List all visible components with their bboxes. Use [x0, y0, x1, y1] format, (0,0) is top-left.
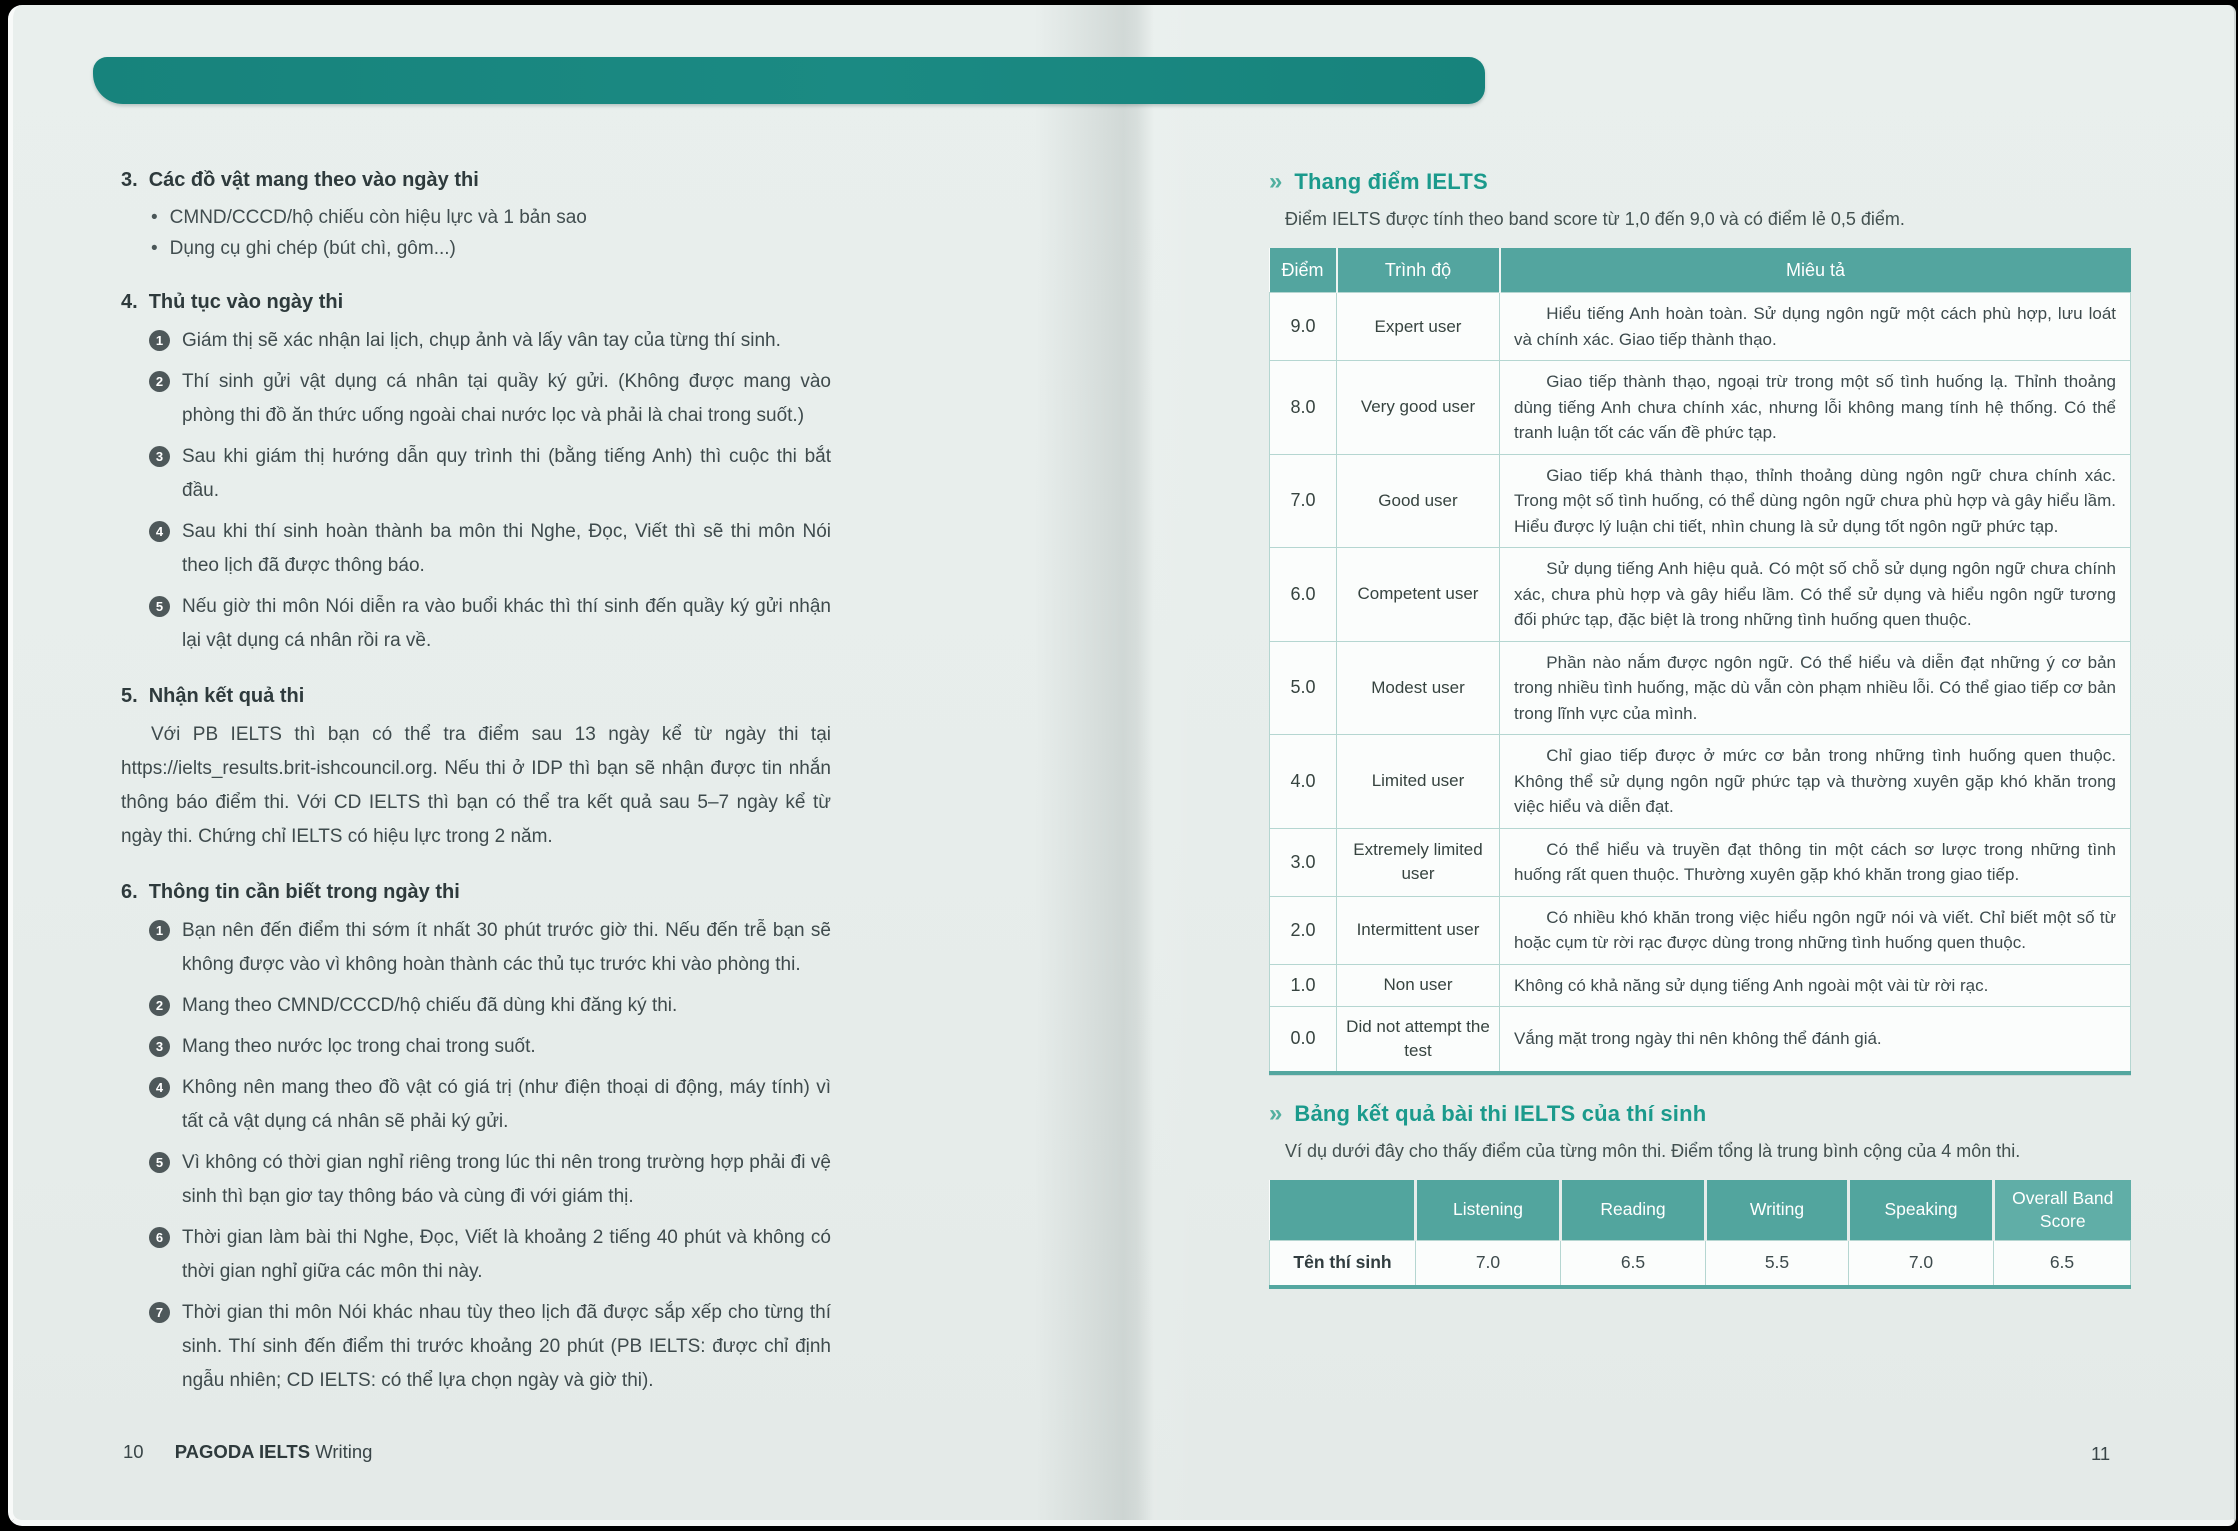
band-description: Chỉ giao tiếp được ở mức cơ bản trong những tình huống quen thuộc. Không thể sử dụng ngôn ngữ phức tạp và thường xuyên gặp khó khăn trong việc hiểu và diễn đạt. — [1500, 735, 2131, 829]
band-level: Non user — [1337, 964, 1500, 1007]
band-score: 3.0 — [1270, 828, 1337, 896]
book-subtitle: Writing — [315, 1441, 373, 1462]
list-item — [121, 1146, 831, 1214]
column-header-reading: Reading — [1561, 1180, 1706, 1241]
list-item-text: Mang theo CMND/CCCD/hộ chiếu đã dùng khi đăng ký thi. — [182, 995, 678, 1016]
list-item: • Dụng cụ ghi chép (bút chì, gôm...) — [121, 233, 831, 264]
results-heading — [1269, 1101, 2131, 1127]
column-header-listening: Listening — [1416, 1180, 1561, 1241]
table-row — [1270, 1007, 2131, 1073]
column-header-writing: Writing — [1706, 1180, 1849, 1241]
table-row — [1270, 641, 2131, 735]
circled-number: 7 — [149, 1302, 170, 1323]
list-item-text: Thời gian làm bài thi Nghe, Đọc, Viết là khoảng 2 tiếng 40 phút và không có thời gian nghỉ giữa các môn thi này. — [182, 1227, 831, 1282]
list-item-text: Bạn nên đến điểm thi sớm ít nhất 30 phút trước giờ thi. Nếu đến trễ bạn sẽ không được vào vì không hoàn thành các thủ tục trước khi vào phòng thi. — [182, 920, 831, 975]
score-speaking: 7.0 — [1849, 1240, 1994, 1287]
band-score-table — [1269, 248, 2131, 1075]
band-level: Did not attempt the test — [1337, 1007, 1500, 1073]
table-row — [1270, 454, 2131, 548]
score-writing: 5.5 — [1706, 1240, 1849, 1287]
band-scale-subtitle: Điểm IELTS được tính theo band score từ 1,0 đến 9,0 và có điểm lẻ 0,5 điểm. — [1285, 209, 1905, 229]
band-description: Vắng mặt trong ngày thi nên không thể đánh giá. — [1500, 1007, 2131, 1073]
book-title: PAGODA IELTS — [174, 1441, 311, 1462]
results-title: Bảng kết quả bài thi IELTS của thí sinh — [1294, 1100, 1707, 1126]
book-spread — [8, 5, 2236, 1526]
list-item-text: Giám thị sẽ xác nhận lai lịch, chụp ảnh và lấy vân tay của từng thí sinh. — [182, 330, 781, 351]
paragraph: Với PB IELTS thì bạn có thể tra điểm sau 13 ngày kể từ ngày thi tại https://ielts_results.brit-ishcouncil.org. Nếu thi ở IDP thì bạn sẽ nhận được tin nhắn thông báo điểm thi. Với CD IELTS thì bạn có thể tra kết quả sau 5–7 ngày kể từ ngày thi. Chứng chỉ IELTS có hiệu lực trong 2 năm. — [121, 724, 831, 847]
band-description: Có nhiều khó khăn trong việc hiểu ngôn ngữ nói và viết. Chỉ biết một số từ hoặc cụm từ rời rạc được dùng trong những tình huống quen thuộc. — [1500, 896, 2131, 964]
list-item — [121, 440, 831, 508]
section-3-heading — [121, 163, 831, 197]
list-item — [121, 1071, 831, 1139]
list-item-text: Vì không có thời gian nghỉ riêng trong lúc thi nên trong trường hợp phải đi vệ sinh thì bạn giơ tay thông báo và cùng đi với giám thị. — [182, 1152, 831, 1207]
section-4-number: 4. — [121, 291, 138, 313]
band-description: Không có khả năng sử dụng tiếng Anh ngoài một vài từ rời rạc. — [1500, 964, 2131, 1007]
band-score: 8.0 — [1270, 361, 1337, 455]
band-score: 9.0 — [1270, 293, 1337, 361]
section-5-number: 5. — [121, 685, 138, 707]
chevrons-icon: » — [1269, 168, 1283, 195]
table-row — [1270, 293, 2131, 361]
band-score: 6.0 — [1270, 548, 1337, 642]
results-table — [1269, 1180, 2131, 1289]
table-row — [1270, 548, 2131, 642]
section-6-body — [121, 914, 831, 1398]
circled-number: 4 — [149, 1077, 170, 1098]
column-header-overall: Overall Band Score — [1994, 1180, 2131, 1241]
table-row — [1270, 361, 2131, 455]
band-level: Expert user — [1337, 293, 1500, 361]
results-subtitle: Ví dụ dưới đây cho thấy điểm của từng môn thi. Điểm tổng là trung bình cộng của 4 môn thi. — [1285, 1140, 2021, 1161]
section-4-heading — [121, 285, 831, 319]
list-item — [121, 1221, 831, 1289]
page-number: 11 — [2091, 1443, 2111, 1464]
band-level: Intermittent user — [1337, 896, 1500, 964]
page-gutter-shadow — [1035, 5, 1205, 1520]
table-row — [1270, 1240, 2131, 1287]
list-item — [121, 324, 831, 358]
list-item — [121, 1030, 831, 1064]
circled-number: 5 — [149, 1152, 170, 1173]
circled-number: 2 — [149, 371, 170, 392]
band-score: 1.0 — [1270, 964, 1337, 1007]
candidate-name-label: Tên thí sinh — [1270, 1240, 1416, 1287]
band-description: Có thể hiểu và truyền đạt thông tin một cách sơ lược trong những tình huống rất quen thuộc. Thường xuyên gặp khó khăn trong giao tiếp. — [1500, 828, 2131, 896]
table-header-row — [1270, 248, 2131, 293]
band-score: 0.0 — [1270, 1007, 1337, 1073]
table-row — [1270, 735, 2131, 829]
band-description: Giao tiếp khá thành thạo, thỉnh thoảng dùng ngôn ngữ chưa chính xác. Trong một số tình huống, có thể dùng ngôn ngữ chưa phù hợp và gây hiểu lầm. Hiểu được lý luận chi tiết, nhìn chung là sử dụng tốt ngôn ngữ phức tạp. — [1500, 454, 2131, 548]
band-score: 4.0 — [1270, 735, 1337, 829]
circled-number: 3 — [149, 1036, 170, 1057]
list-item-text: Nếu giờ thi môn Nói diễn ra vào buổi khác thì thí sinh đến quầy ký gửi nhận lại vật dụng cá nhân rồi ra về. — [182, 596, 831, 651]
table-row — [1270, 896, 2131, 964]
list-item — [121, 989, 831, 1023]
right-page-content — [1269, 169, 2131, 1289]
list-item-text: Thí sinh gửi vật dụng cá nhân tại quầy ký gửi. (Không được mang vào phòng thi đồ ăn thức uống ngoài chai nước lọc và phải là chai trong suốt.) — [182, 371, 831, 426]
table-header-row — [1270, 1180, 2131, 1241]
band-level: Very good user — [1337, 361, 1500, 455]
band-scale-title: Thang điểm IELTS — [1294, 169, 1488, 194]
section-6-title: Thông tin cần biết trong ngày thi — [148, 881, 460, 903]
chapter-header-bar — [93, 57, 1485, 104]
list-item — [121, 515, 831, 583]
column-header-blank — [1270, 1180, 1416, 1241]
section-3-number: 3. — [121, 169, 138, 191]
band-description: Sử dụng tiếng Anh hiệu quả. Có một số chỗ sử dụng ngôn ngữ chưa chính xác, chưa phù hợp và gây hiểu lầm. Có thể sử dụng và hiểu ngôn ngữ tương đối phức tạp, đặc biệt là trong những tình huống quen thuộc. — [1500, 548, 2131, 642]
band-description: Giao tiếp thành thạo, ngoại trừ trong một số tình huống lạ. Thỉnh thoảng dùng tiếng Anh chưa chính xác, nhưng lỗi không mang tính hệ thống. Có thể tranh luận tốt các vấn đề phức tạp. — [1500, 361, 2131, 455]
list-item-text: Mang theo nước lọc trong chai trong suốt. — [182, 1036, 536, 1057]
band-score: 2.0 — [1270, 896, 1337, 964]
left-page-footer — [123, 1441, 372, 1463]
score-listening: 7.0 — [1416, 1240, 1561, 1287]
list-item: • CMND/CCCD/hộ chiếu còn hiệu lực và 1 bản sao — [121, 202, 831, 233]
circled-number: 6 — [149, 1227, 170, 1248]
list-item — [121, 590, 831, 658]
circled-number: 4 — [149, 521, 170, 542]
list-item — [121, 365, 831, 433]
section-5-body — [121, 718, 831, 854]
band-scale-heading — [1269, 169, 2131, 195]
column-header-score: Điểm — [1270, 248, 1337, 293]
section-4-title: Thủ tục vào ngày thi — [148, 291, 344, 313]
band-score: 5.0 — [1270, 641, 1337, 735]
circled-number: 1 — [149, 330, 170, 351]
section-6-number: 6. — [121, 881, 138, 903]
list-item-text: Sau khi thí sinh hoàn thành ba môn thi Nghe, Đọc, Viết thì sẽ thi môn Nói theo lịch đã được thông báo. — [182, 521, 831, 576]
section-3-title: Các đồ vật mang theo vào ngày thi — [148, 169, 479, 191]
page-number: 10 — [123, 1441, 144, 1462]
chevrons-icon: » — [1269, 1099, 1283, 1127]
list-item — [121, 1296, 831, 1398]
section-6-heading — [121, 875, 831, 909]
left-page-content — [121, 163, 831, 1419]
column-header-speaking: Speaking — [1849, 1180, 1994, 1241]
band-level: Extremely limited user — [1337, 828, 1500, 896]
band-description: Phần nào nắm được ngôn ngữ. Có thể hiểu và diễn đạt những ý cơ bản trong nhiều tình huống, mặc dù vẫn còn phạm nhiều lỗi. Có thể giao tiếp cơ bản trong lĩnh vực của mình. — [1500, 641, 2131, 735]
table-row — [1270, 964, 2131, 1007]
right-page-footer — [2091, 1443, 2110, 1465]
section-5-heading — [121, 679, 831, 713]
circled-number: 5 — [149, 596, 170, 617]
section-3-body — [121, 202, 831, 264]
band-level: Good user — [1337, 454, 1500, 548]
list-item-text: Sau khi giám thị hướng dẫn quy trình thi (bằng tiếng Anh) thì cuộc thi bắt đầu. — [182, 446, 831, 501]
circled-number: 1 — [149, 920, 170, 941]
circled-number: 2 — [149, 995, 170, 1016]
column-header-description: Miêu tả — [1500, 248, 2131, 293]
band-level: Competent user — [1337, 548, 1500, 642]
band-score: 7.0 — [1270, 454, 1337, 548]
band-description: Hiểu tiếng Anh hoàn toàn. Sử dụng ngôn ngữ một cách phù hợp, lưu loát và chính xác. Giao tiếp thành thạo. — [1500, 293, 2131, 361]
band-level: Limited user — [1337, 735, 1500, 829]
score-reading: 6.5 — [1561, 1240, 1706, 1287]
list-item-text: Không nên mang theo đồ vật có giá trị (như điện thoại di động, máy tính) vì tất cả vật dụng cá nhân sẽ phải ký gửi. — [182, 1077, 831, 1132]
circled-number: 3 — [149, 446, 170, 467]
list-item-text: Thời gian thi môn Nói khác nhau tùy theo lịch đã được sắp xếp cho từng thí sinh. Thí sinh đến điểm thi trước khoảng 20 phút (PB IELTS: được chỉ định ngẫu nhiên; CD IELTS: có thể lựa chọn ngày và giờ thi). — [182, 1302, 831, 1391]
score-overall: 6.5 — [1994, 1240, 2131, 1287]
band-level: Modest user — [1337, 641, 1500, 735]
table-row — [1270, 828, 2131, 896]
section-4-body — [121, 324, 831, 658]
section-5-title: Nhận kết quả thi — [148, 685, 305, 707]
list-item — [121, 914, 831, 982]
column-header-level: Trình độ — [1337, 248, 1500, 293]
